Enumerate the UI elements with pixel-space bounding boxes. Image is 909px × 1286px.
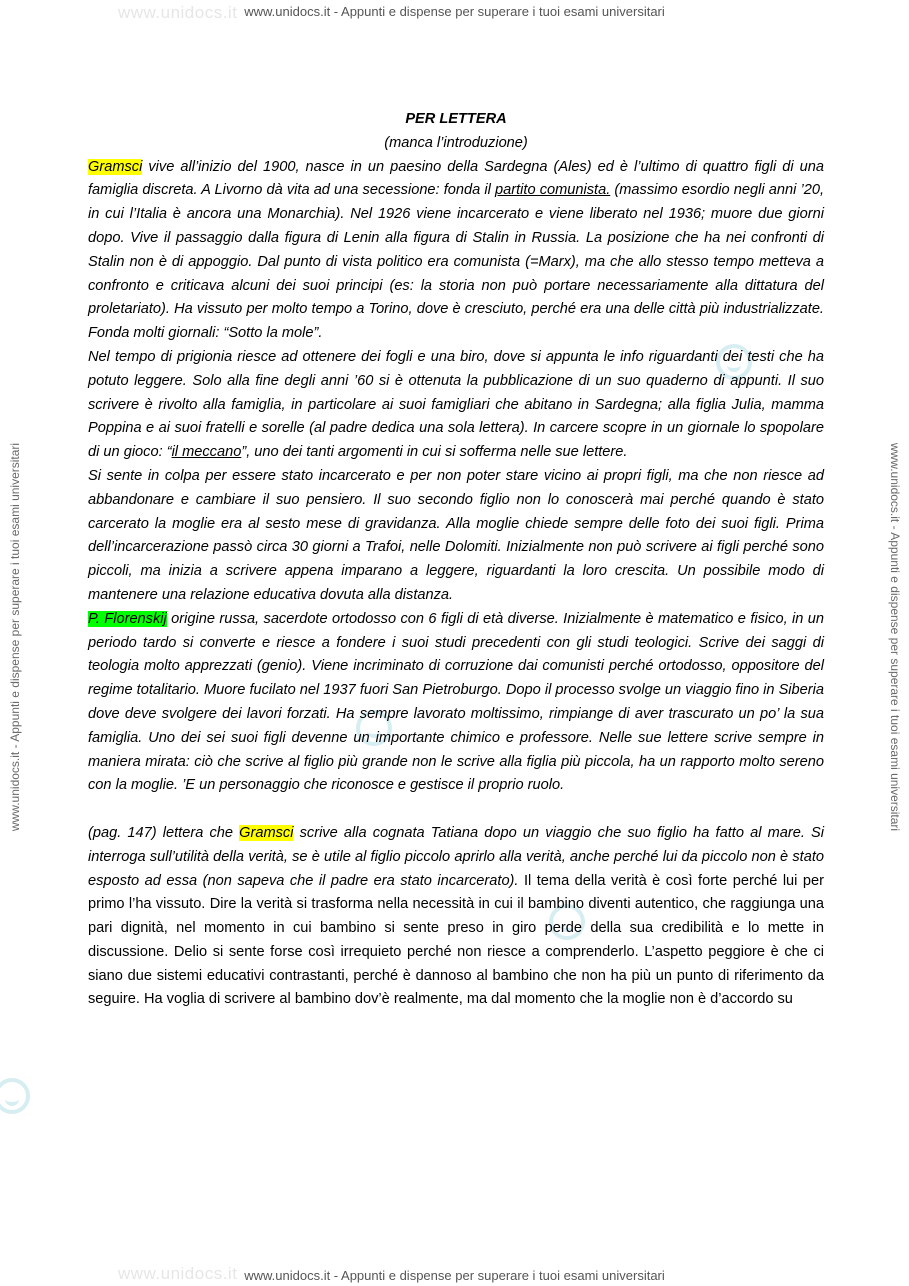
paragraph-prigionia [88,346,824,465]
highlight-gramsci: Gramsci [88,158,143,175]
watermark-footer: www.unidocs.it - Appunti e dispense per superare i tuoi esami universitari [244,1268,665,1283]
text-segment: (massimo esordio negli anni ’20, in cui l’Italia è ancora una Monarchia). Nel 1926 viene incarcerato e viene liberato nel 1936; muore due giorni dopo. Vive il passaggio dalla figura di Lenin alla figura di Stalin in Russia. La posizione che ha nei confronti di Stalin non è di appoggio. Dal punto di vista politico era comunista (=Marx), ma che allo stesso tempo metteva a confronto e criticava alcuni dei suoi principi (es: la storia non può portare necessariamente alla dittatura del proletariato). Ha vissuto per molto tempo a Torino, dove è cresciuto, perché era una delle città più industrializzate. Fonda molti giornali: “Sotto la mole”. [88,182,825,342]
watermark-header: www.unidocs.it - Appunti e dispense per superare i tuoi esami universitari [244,4,665,19]
paragraph-figli: Si sente in colpa per essere stato incarcerato e per non poter stare vicino ai propri figli, ma che non riesce ad abbandonare e cambiare il suo pensiero. Il suo secondo figlio non lo conoscerà mai perché quando è stato carcerato la moglie era al sesto mese di gravidanza. Alla moglie chiede sempre delle foto dei suoi figli. Prima dell’incarcerazione passò circa 30 giorni a Trafoi, nelle Dolomiti. Inizialmente non può scrivere ai figli perché sono piccoli, ma inizia a scrivere appena imparano a leggere, riguardanti la loro crescita. Un possibile modo di mantenere una relazione educativa dovuta alla distanza. [88,467,824,603]
watermark-faint-top: www.unidocs.it [118,3,238,22]
underlined-text: partito comunista. [495,182,611,199]
unidocs-logo-icon [0,1078,30,1114]
document-subtitle: (manca l’introduzione) [384,134,528,151]
paragraph-lettera-tatiana [88,822,824,1012]
highlight-gramsci: Gramsci [239,824,294,841]
text-segment: origine russa, sacerdote ortodosso con 6 figli di età diverse. Inizialmente è matematico e fisico, in un periodo tardo si converte e riesce a fondere i suoi studi precedenti con gli studi teologici. Scrive dei saggi di teologia molto apprezzati (genio). Viene incriminato di corruzione dai comunisti perché ortodosso, oppositore del regime totalitario. Muore fucilato nel 1937 fuori San Pietroburgo. Dopo il processo svolge un viaggio fino in Siberia dove deve svolgere dei lavori forzati. Ha sempre lavorato moltissimo, rimpiange di aver trascurato un po’ la sua famiglia. Uno dei sei suoi figli devenne un importante chimico e professore. Nelle sue lettere scrive sempre in maniera mirata: ciò che scrive al figlio più grande non le scrive alla figlia più piccola, ha un rapporto molto sereno con la moglie. ’E un personaggio che riconosce e gestisce il proprio ruolo. [88,610,825,794]
paragraph-florenskij [88,608,824,798]
underlined-text: il meccano [171,444,242,461]
text-segment: ”, uno dei tanti argomenti in cui si sofferma nelle sue lettere. [241,444,628,461]
text-segment: scrive alla cognata Tatiana dopo un viaggio che suo figlio ha fatto al mare. Si interroga sull’utilità della verità, se è utile al figlio piccolo aprirlo alla verità, anche perché lui da piccolo non è stato esposto ad essa (non sapeva che il padre era stato incarcerato). [88,824,825,889]
document-body [88,108,824,1012]
document-title: PER LETTERA [405,111,507,127]
paragraph-gramsci-bio [88,156,824,346]
text-segment: Nel tempo di prigionia riesce ad ottenere dei fogli e una biro, dove si appunta le info riguardanti dei testi che ha potuto leggere. Solo alla fine degli anni ’60 si è ottenuta la pubblicazione di un suo quaderno di appunti. Il suo scrivere è rivolto alla famiglia, in particolare ai suoi famigliari che abitano in Sardegna; alla figlia Julia, mamma Poppina e ai suoi fratelli e sorelle (al padre dedica una sola lettera). In carcere scopre in un giornale lo spopolare di un gioco: “ [88,348,824,461]
watermark-side-right: www.unidocs.it - Appunti e dispense per superare i tuoi esami universitari [888,442,902,832]
text-segment-normal: Il tema della verità è così forte perché lui per primo l’ha vissuto. Dire la verità si trasforma nella necessità in cui il bambino diventi autentico, che raggiunga una pari dignità, nel momento in cui bambino si sente preso in giro perde della sua credibilità e lo mette in discussione. Delio si sente forse così irrequieto perché non riesce a comprenderlo. L’aspetto peggiore è che ci siano due sistemi educativi contrastanti, perché è dannoso al bambino che non ha più un punto di riferimento da seguire. Ha voglia di scrivere al bambino dov’è realmente, ma dal momento che la moglie non è d’accordo su [88,872,824,1008]
watermark-faint-bottom: www.unidocs.it [118,1264,238,1283]
watermark-side-left: www.unidocs.it - Appunti e dispense per superare i tuoi esami universitari [8,442,22,832]
text-segment: (pag. 147) lettera che [88,824,240,841]
highlight-florenskij: P. Florenskij [88,610,167,627]
text-segment: vive all’inizio del 1900, nasce in un paesino della Sardegna (Ales) ed è l’ultimo di quattro figli di una famiglia discreta. A Livorno dà vita ad una secessione: fonda il [88,158,824,199]
